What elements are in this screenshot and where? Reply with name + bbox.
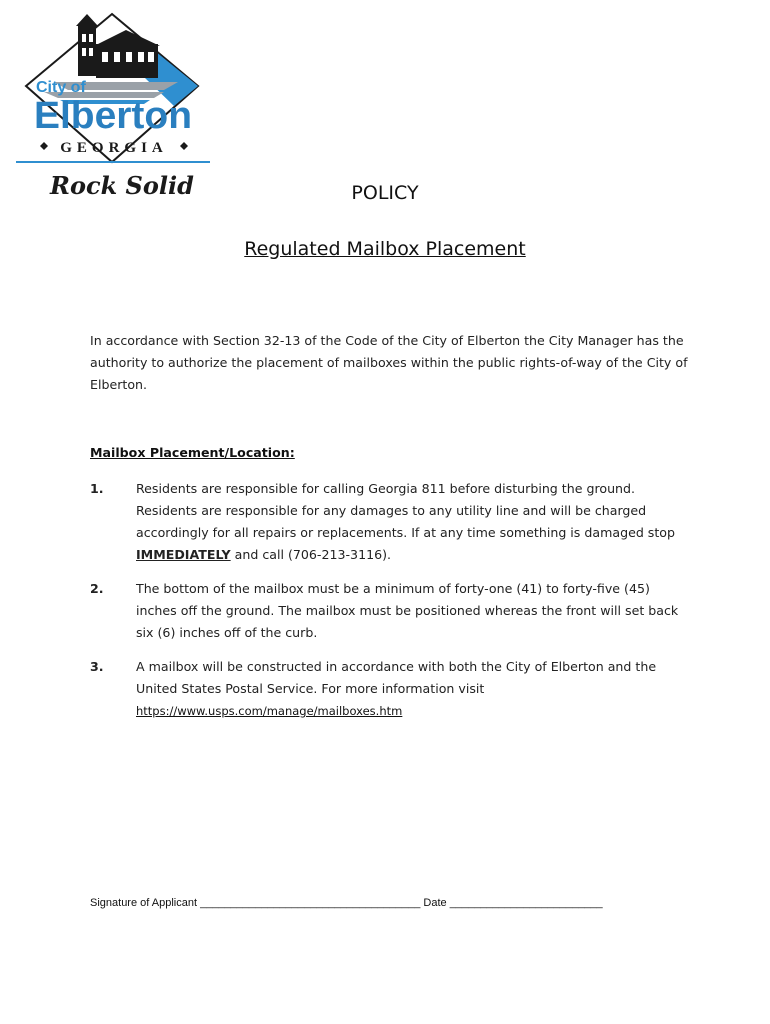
logo-state-text: GEORGIA [60, 140, 168, 156]
city-logo-graphic [14, 12, 214, 207]
policy-label: POLICY [351, 182, 419, 204]
intro-paragraph: In accordance with Section 32-13 of the Code of the City of Elberton the City Manager has the authority to authorize the placement of mailboxes within the public rights-of-way of the City of Elberton. [90, 333, 688, 392]
date-field[interactable]: _________________________ [449, 897, 603, 909]
logo-city-name: Elberton [34, 95, 192, 137]
signature-field[interactable]: ____________________________________ [200, 897, 421, 909]
city-logo [14, 12, 214, 207]
list-item [90, 656, 690, 722]
page-title: Regulated Mailbox Placement [244, 238, 526, 260]
emphasis-text: IMMEDIATELY [136, 547, 231, 562]
logo-city-of-text: City of [36, 79, 86, 96]
section-heading: Mailbox Placement/Location: [90, 445, 295, 460]
signature-label: Signature of Applicant [90, 897, 198, 909]
list-item-number: 2. [90, 581, 104, 596]
list-item-text: The bottom of the mailbox must be a minimum of forty-one (41) to forty-five (45) inches off the ground. The mailbox must be positioned whereas the front will set back six (6) inches off of the curb. [136, 581, 679, 640]
date-label: Date [423, 897, 447, 909]
list-item-text: A mailbox will be constructed in accordance with both the City of Elberton and the United States Postal Service. For more information visit [136, 659, 657, 696]
list-item-number: 3. [90, 659, 104, 674]
list-item [90, 478, 690, 566]
list-item-number: 1. [90, 481, 104, 496]
logo-tagline: Rock Solid [50, 171, 194, 200]
list-item-text-after: and call (706-213-3116). [230, 547, 392, 562]
list-item-text: Residents are responsible for calling Georgia 811 before disturbing the ground. Residents are responsible for any damages to any utility line and will be charged accordingly for all repairs or replacements. If at any time something is damaged stop [136, 481, 676, 540]
logo-right-diamond-icon [180, 142, 188, 150]
list-item [90, 578, 690, 644]
usps-mailbox-link[interactable]: https://www.usps.com/manage/mailboxes.htm [136, 704, 403, 718]
logo-left-diamond-icon [40, 142, 48, 150]
signature-line [90, 897, 603, 909]
